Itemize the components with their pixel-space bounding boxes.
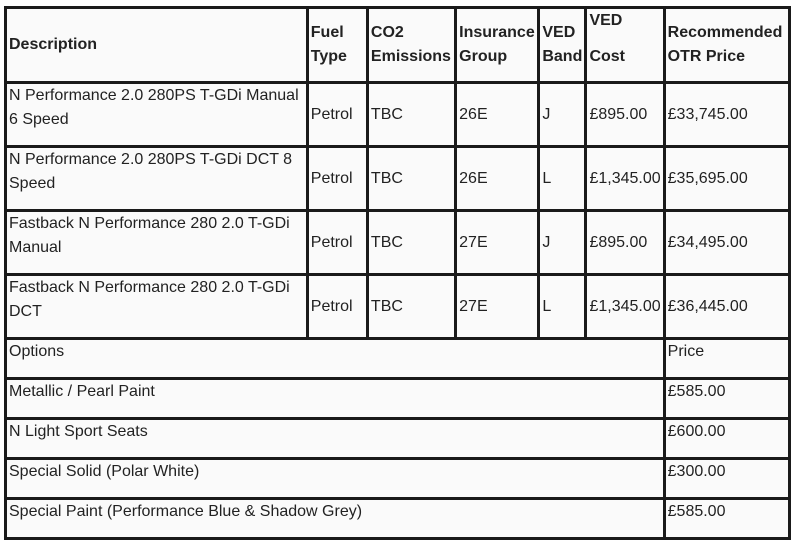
option-label: N Light Sport Seats [7,420,663,457]
table-row [7,212,788,273]
header-description: Description [7,9,306,81]
model-ved-cost: £1,345.00 [587,148,662,209]
option-price: £585.00 [666,500,788,537]
option-price: £585.00 [666,380,788,417]
model-fuel: Petrol [309,276,366,337]
header-co2: CO2 Emissions [369,9,454,81]
table-row [7,148,788,209]
model-insurance: 27E [457,276,537,337]
model-insurance: 27E [457,212,537,273]
model-otr: £33,745.00 [666,84,788,145]
model-fuel: Petrol [309,84,366,145]
header-insurance: Insurance Group [457,9,537,81]
options-header-row [7,340,788,377]
model-co2: TBC [369,276,454,337]
model-description: N Performance 2.0 280PS T-GDi DCT 8 Speed [7,148,306,209]
header-ved-cost: VED Cost [587,9,662,81]
header-ved-band: VED Band [540,9,584,81]
model-ved-band: J [540,212,584,273]
option-price: £300.00 [666,460,788,497]
model-otr: £35,695.00 [666,148,788,209]
model-ved-band: J [540,84,584,145]
model-ved-band: L [540,276,584,337]
model-fuel: Petrol [309,148,366,209]
option-label: Special Solid (Polar White) [7,460,663,497]
header-fuel-type: Fuel Type [309,9,366,81]
options-header-price: Price [666,340,788,377]
option-row [7,460,788,497]
option-label: Special Paint (Performance Blue & Shadow Grey) [7,500,663,537]
model-otr: £34,495.00 [666,212,788,273]
options-header-label: Options [7,340,663,377]
table-row [7,276,788,337]
model-insurance: 26E [457,148,537,209]
model-otr: £36,445.00 [666,276,788,337]
option-label: Metallic / Pearl Paint [7,380,663,417]
option-price: £600.00 [666,420,788,457]
model-description: Fastback N Performance 280 2.0 T-GDi DCT [7,276,306,337]
model-description: Fastback N Performance 280 2.0 T-GDi Manual [7,212,306,273]
table-row [7,84,788,145]
model-description: N Performance 2.0 280PS T-GDi Manual 6 Speed [7,84,306,145]
header-otr: Recommended OTR Price [666,9,788,81]
option-row [7,380,788,417]
model-fuel: Petrol [309,212,366,273]
price-table [4,6,791,540]
model-ved-cost: £895.00 [587,84,662,145]
header-row [7,9,788,81]
model-ved-band: L [540,148,584,209]
model-insurance: 26E [457,84,537,145]
model-co2: TBC [369,212,454,273]
model-co2: TBC [369,84,454,145]
option-row [7,500,788,537]
model-ved-cost: £1,345.00 [587,276,662,337]
option-row [7,420,788,457]
model-ved-cost: £895.00 [587,212,662,273]
model-co2: TBC [369,148,454,209]
